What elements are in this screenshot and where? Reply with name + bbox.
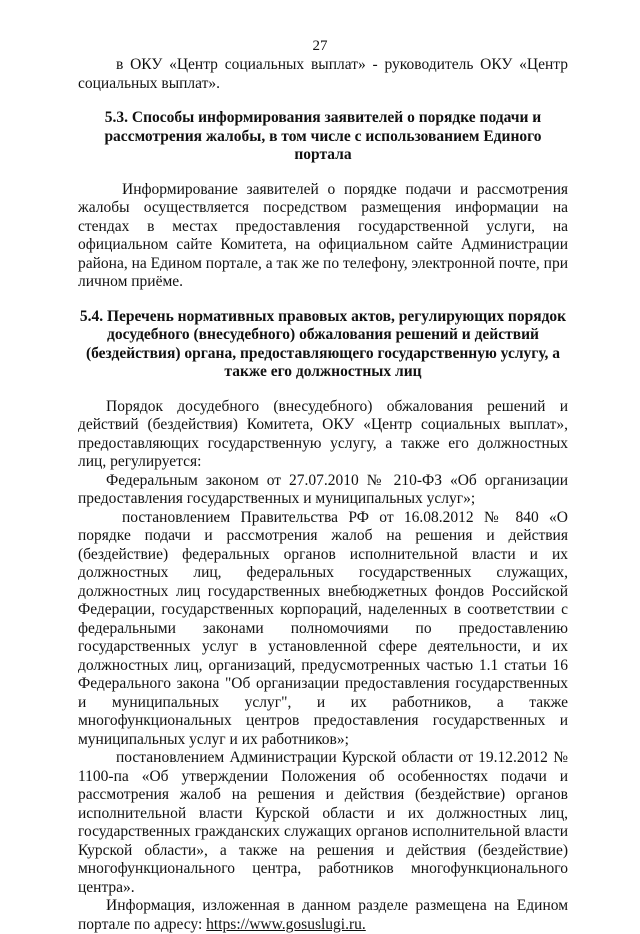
legal-act-item: Федеральным законом от 27.07.2010 № 210-ФЗ «Об организации предоставления государственных и муниципальных услуг»; <box>78 471 568 507</box>
legal-act-item: постановлением Правительства РФ от 16.08.2012 № 840 «О порядке подачи и рассмотрения жалоб на решения и действия (бездействие) федеральных органов исполнительной власти и их должностных лиц, федеральных государственных служащих, должностных лиц государственных внебюджетных фондов Российской Федерации, государственных корпораций, наделенных в соответствии с федеральными законами полномочиями по предоставлению государственных услуг в установленной сфере деятельности, и их должностных лиц, организаций, предусмотренных частью 1.1 статьи 16 Федерального закона "Об организации предоставления государственных и муниципальных услуг", и их работников, а также многофункциональных центров предоставления государственных и муниципальных услуг и их работников»; <box>78 508 568 748</box>
document-body <box>78 56 568 934</box>
section-5-3-heading: 5.3. Способы информирования заявителей о порядке подачи и рассмотрения жалобы, в том числе с использованием Единого портала <box>104 109 542 163</box>
page-number: 27 <box>312 38 328 54</box>
section-5-4-heading: 5.4. Перечень нормативных правовых актов, регулирующих порядок досудебного (внесудебного) обжалования решений и действий (бездействия) органа, предоставляющего государственную услугу, а также его должностных лиц <box>79 307 567 380</box>
legal-act-item: постановлением Администрации Курской области от 19.12.2012 № 1100-па «Об утверждении Положения об особенностях подачи и рассмотрения жалоб на решения и действия (бездействие) органов исполнительной власти Курской области и их должностных лиц, государственных гражданских служащих органов исполнительной власти Курской области», а также на решения и действия (бездействие) многофункционального центра, работников многофункционального центра». <box>78 749 568 896</box>
closing-text: Информация, изложенная в данном разделе размещена на Едином портале по адресу: <box>78 897 568 933</box>
section-5-3-paragraph: Информирование заявителей о порядке подачи и рассмотрения жалобы осуществляется посредством размещения информации на стендах в местах предоставления государственной услуги, на официальном сайте Комитета, на официальном сайте Администрации района, на Едином портале, а так же по телефону, электронной почте, при личном приёме. <box>78 180 568 290</box>
gosuslugi-link[interactable]: https://www.gosuslugi.ru. <box>206 915 366 933</box>
top-fragment: в ОКУ «Центр социальных выплат» - руководитель ОКУ «Центр социальных выплат». <box>78 56 568 92</box>
section-5-4-intro: Порядок досудебного (внесудебного) обжалования решений и действий (бездействия) Комитета, ОКУ «Центр социальных выплат», предоставляющих государственную услугу, а также его должностных лиц, регулируется: <box>78 397 568 470</box>
closing-paragraph <box>78 897 568 934</box>
